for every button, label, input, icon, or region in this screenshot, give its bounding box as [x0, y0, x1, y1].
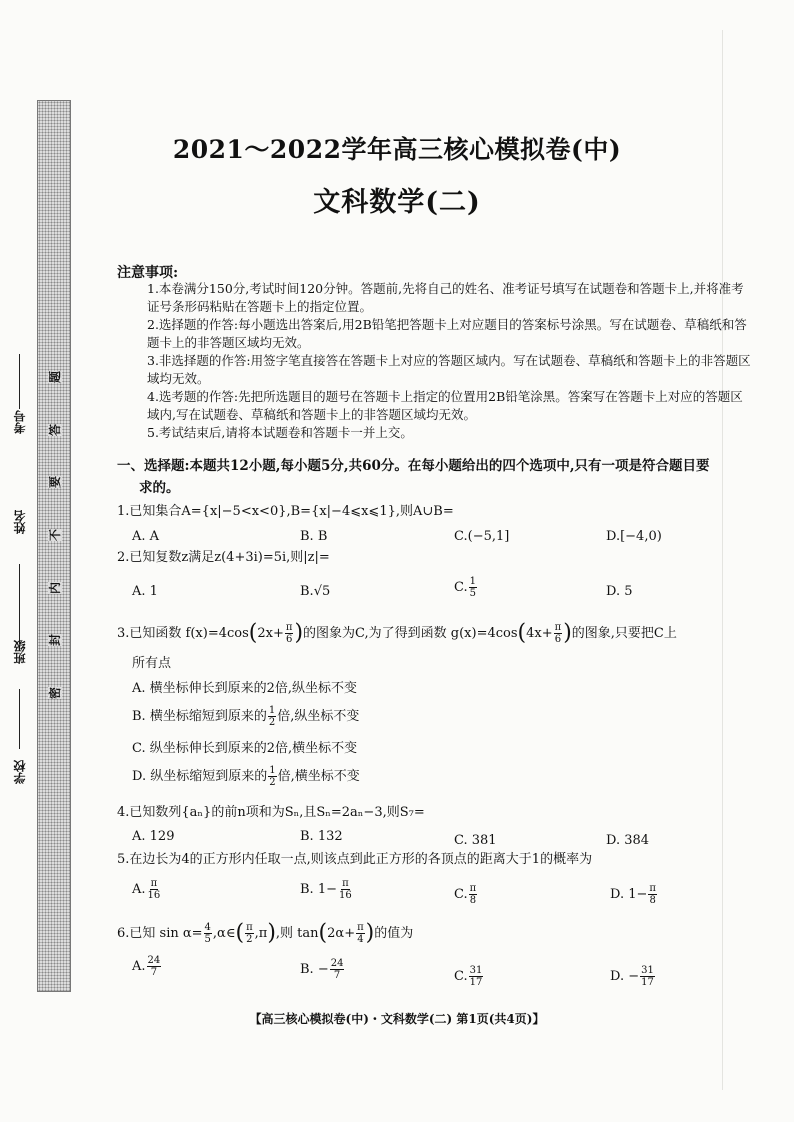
q3-option-a: A. 横坐标伸长到原来的2倍,纵坐标不变 — [132, 681, 358, 696]
q6-option-a-label: A. — [132, 959, 146, 974]
exam-number-line — [4, 350, 34, 409]
q5-option-a-label: A. — [132, 882, 146, 897]
fraction — [469, 576, 477, 599]
denominator: 7 — [150, 967, 158, 978]
numerator: π — [649, 883, 656, 894]
name-field — [4, 510, 34, 534]
notice-item: 2.选择题的作答:每小题选出答案后,用2B铅笔把答题卡上对应题目的答案标号涂黑。写在试题卷、草稿纸和答题卡上的非答题区域均无效。 — [147, 317, 747, 350]
question-1-stem: 1.已知集合A={x|−5<x<0},B={x|−4⩽x⩽1},则A∪B= — [117, 504, 454, 519]
fraction — [356, 922, 365, 945]
q3-arg1: 2x+ — [257, 626, 284, 641]
numerator: π — [342, 878, 349, 889]
class-label: 班级 — [12, 640, 27, 664]
denominator: 16 — [338, 890, 352, 901]
q3-stem-part: 3.已知函数 f(x)=4cos — [117, 626, 249, 641]
numerator: 4 — [204, 922, 211, 933]
class-field — [4, 640, 34, 664]
denominator: 8 — [469, 895, 477, 906]
denominator: 6 — [554, 634, 562, 645]
fraction — [648, 883, 657, 906]
paren-close: ) — [563, 620, 572, 646]
notice-item: 1.本卷满分150分,考试时间120分钟。答题前,先将自己的姓名、准考证号填写在试题卷和答题卡上,并将准考证号条形码粘贴在答题卡上的指定位置。 — [147, 281, 744, 314]
q5-option-d-label: D. 1− — [610, 887, 648, 902]
seal-line-text — [46, 370, 64, 700]
denominator: 2 — [269, 777, 276, 788]
paren-open: ( — [517, 620, 527, 646]
school-label: 学校 — [12, 760, 27, 784]
question-3-stem-line2: 所有点 — [132, 656, 172, 671]
numerator: π — [469, 883, 477, 894]
q5-option-d — [610, 883, 658, 906]
seal-char: 题 — [47, 370, 62, 384]
denominator: 17 — [469, 977, 483, 988]
seal-char: 封 — [47, 634, 62, 647]
paren-open: ( — [318, 920, 328, 946]
q4-option-d: D. 384 — [606, 833, 650, 848]
fraction — [554, 622, 563, 645]
numerator: 1 — [469, 576, 476, 587]
fraction — [469, 883, 478, 906]
denominator: 4 — [357, 934, 364, 945]
fraction — [640, 965, 655, 988]
denominator: 6 — [285, 634, 293, 645]
paren-close: ) — [365, 920, 375, 946]
page-footer: 【高三核心模拟卷(中)・文科数学(二) 第1页(共4页)】 — [249, 1012, 545, 1026]
denominator: 17 — [641, 977, 654, 988]
paren-close: ) — [267, 920, 276, 946]
exam-number-field — [4, 410, 34, 434]
numerator: π — [246, 922, 253, 933]
q1-option-d: D.[−4,0) — [606, 529, 662, 544]
denominator: 5 — [469, 588, 476, 599]
q3-stem-part: 的图象为C,为了得到函数 g(x)=4cos — [303, 626, 518, 641]
q2-option-c — [454, 576, 478, 599]
denominator: 8 — [649, 895, 656, 906]
fraction — [204, 922, 212, 945]
question-2-stem: 2.已知复数z满足z(4+3i)=5i,则|z|= — [117, 550, 330, 565]
q6-option-b-label: B. − — [300, 962, 329, 977]
q6-option-c — [454, 965, 484, 988]
numerator: π — [357, 922, 364, 933]
seal-char: 要 — [47, 476, 62, 489]
q1-option-b: B. B — [300, 529, 328, 544]
q5-option-b-label: B. 1− — [300, 882, 337, 897]
q5-option-a — [132, 878, 162, 901]
q6-stem-part: ,则 tan — [275, 926, 319, 941]
exam-subtitle: 文科数学(二) — [313, 187, 481, 218]
q2-option-b — [300, 583, 330, 601]
q3-option-d-pre: D. 纵坐标缩短到原来的 — [132, 769, 268, 784]
q2-option-a: A. 1 — [132, 584, 158, 599]
q3-option-d-post: 倍,横坐标不变 — [277, 769, 360, 784]
seal-char: 密 — [47, 686, 62, 699]
section-heading-line2: 求的。 — [139, 480, 180, 496]
denominator: 5 — [204, 934, 211, 945]
q2-option-b-sqrt: √5 — [313, 584, 331, 599]
q6-option-d — [610, 965, 656, 988]
paren-open: ( — [235, 920, 245, 946]
q6-option-b — [300, 958, 345, 981]
q6-option-a — [132, 955, 162, 978]
notice-item: 4.选考题的作答:先把所选题目的题号在答题卡上指定的位置用2B铅笔涂黑。答案写在答题卡上对应的答题区域内,写在试题卷、草稿纸和答题卡上的非答题区域均无效。 — [147, 389, 743, 422]
numerator: 24 — [330, 958, 344, 969]
notice-title: 注意事项: — [117, 265, 179, 281]
q4-option-a: A. 129 — [132, 829, 175, 844]
fraction — [285, 622, 294, 645]
paren-close: ) — [294, 620, 304, 646]
q5-option-c-label: C. — [454, 887, 468, 902]
question-4-stem: 4.已知数列{aₙ}的前n项和为Sₙ,且Sₙ=2aₙ−3,则S₇= — [117, 805, 425, 820]
fraction — [147, 878, 162, 901]
denominator: 2 — [268, 717, 276, 728]
fraction — [147, 955, 162, 978]
numerator: 1 — [268, 705, 276, 716]
paren-open: ( — [248, 620, 258, 646]
class-line — [4, 685, 34, 749]
seal-char: 答 — [47, 423, 62, 436]
q3-option-b — [132, 705, 359, 728]
q6-option-d-label: D. − — [610, 969, 640, 984]
q3-option-d — [132, 765, 360, 788]
q3-option-b-pre: B. 横坐标缩短到原来的 — [132, 709, 267, 724]
q6-arg: 2α+ — [327, 926, 356, 941]
fraction — [245, 922, 254, 945]
q5-option-b — [300, 878, 354, 901]
numerator: 1 — [269, 765, 276, 776]
school-field — [4, 760, 34, 784]
q3-arg2: 4x+ — [526, 626, 553, 641]
denominator: 16 — [147, 890, 161, 901]
numerator: π — [150, 878, 158, 889]
notice-item: 5.考试结束后,请将本试题卷和答题卡一并上交。 — [147, 425, 413, 440]
q5-option-c — [454, 883, 478, 906]
numerator: 31 — [641, 965, 654, 976]
fraction — [330, 958, 345, 981]
numerator: 31 — [469, 965, 483, 976]
numerator: π — [285, 622, 293, 633]
exam-number-label: 考号 — [12, 410, 27, 434]
q1-option-c: C.(−5,1] — [454, 529, 510, 544]
question-3-stem — [117, 622, 757, 645]
fraction — [469, 965, 484, 988]
fraction — [268, 705, 276, 728]
q3-stem-part: 的图象,只要把C上 — [571, 626, 677, 641]
q6-stem-part: 6.已知 sin α= — [117, 926, 203, 941]
name-line — [4, 560, 34, 644]
seal-char: 不 — [47, 528, 62, 541]
q2-option-b-prefix: B. — [300, 584, 314, 599]
q4-option-c: C. 381 — [454, 833, 497, 848]
fraction — [338, 878, 353, 901]
q2-option-d: D. 5 — [606, 584, 633, 599]
notice-item: 3.非选择题的作答:用签字笔直接答在答题卡上对应的答题区域内。写在试题卷、草稿纸和答题卡上的非答题区域均无效。 — [147, 353, 751, 386]
q6-option-c-label: C. — [454, 969, 468, 984]
section-heading — [117, 455, 757, 499]
fraction — [268, 765, 276, 788]
q6-stem-part: ,π — [254, 926, 268, 941]
name-label: 姓名 — [12, 510, 27, 534]
denominator: 7 — [333, 970, 341, 981]
exam-title: 2021～2022学年高三核心模拟卷(中) — [172, 135, 622, 164]
seal-char: 内 — [47, 581, 62, 594]
q6-stem-part: ,α∈ — [212, 926, 236, 941]
q1-option-a: A. A — [132, 529, 160, 544]
q2-option-c-prefix: C. — [454, 580, 468, 595]
section-heading-line1: 一、选择题:本题共12小题,每小题5分,共60分。在每小题给出的四个选项中,只有一项是符合题目要 — [117, 458, 710, 474]
q4-option-b: B. 132 — [300, 829, 343, 844]
denominator: 2 — [246, 934, 253, 945]
q3-option-b-post: 倍,纵坐标不变 — [277, 709, 360, 724]
question-5-stem: 5.在边长为4的正方形内任取一点,则该点到此正方形的各顶点的距离大于1的概率为 — [117, 852, 593, 867]
numerator: 24 — [147, 955, 161, 966]
q3-option-c: C. 纵坐标伸长到原来的2倍,横坐标不变 — [132, 741, 358, 756]
numerator: π — [554, 622, 562, 633]
q6-stem-part: 的值为 — [374, 926, 414, 941]
question-6-stem — [117, 922, 413, 945]
